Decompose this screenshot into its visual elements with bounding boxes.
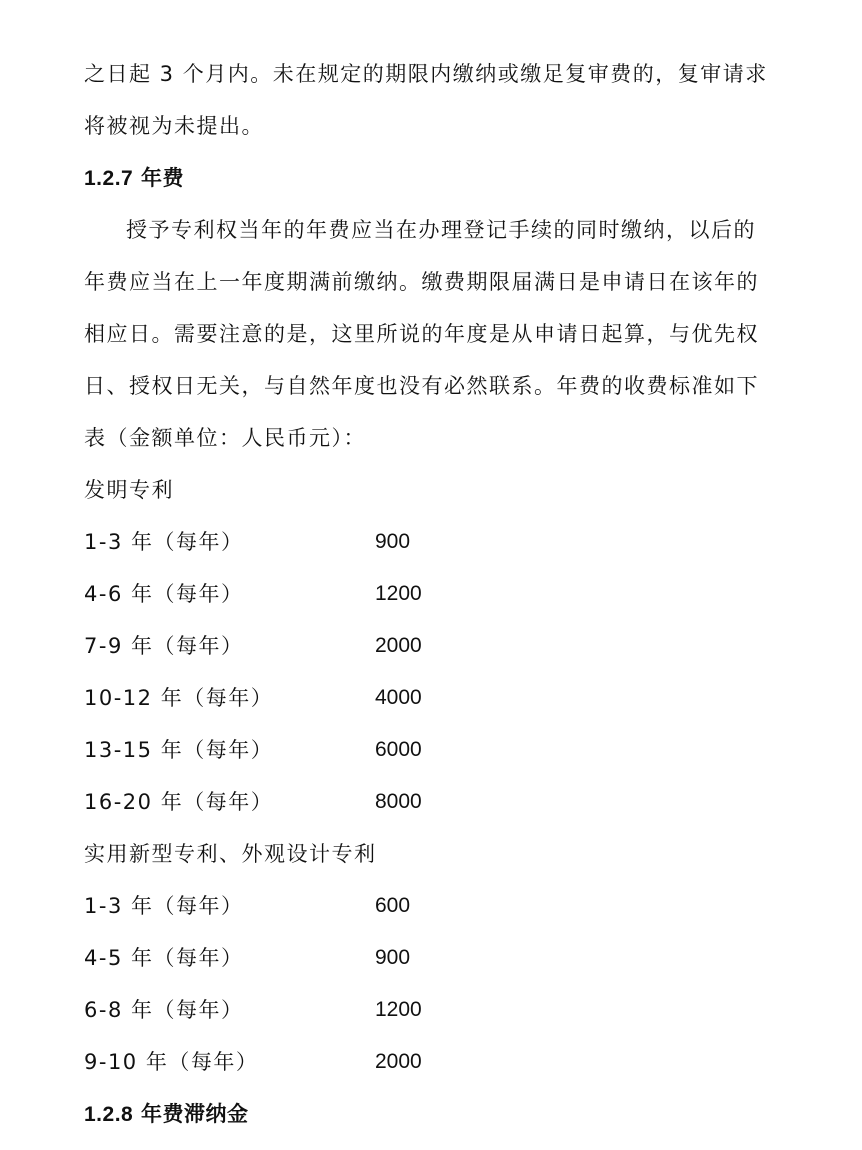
fee-amount: 600 bbox=[375, 894, 411, 917]
fee-amount: 900 bbox=[375, 946, 411, 969]
fee-amount: 4000 bbox=[375, 686, 422, 709]
document-page bbox=[84, 48, 768, 1140]
paragraph-line: 年费应当在上一年度期满前缴纳。缴费期限届满日是申请日在该年的 bbox=[84, 270, 759, 294]
fee-period: 7-9 年（每年） bbox=[84, 634, 244, 658]
paragraph-line: 日、授权日无关，与自然年度也没有必然联系。年费的收费标准如下 bbox=[84, 374, 759, 398]
fee-period: 16-20 年（每年） bbox=[84, 790, 274, 814]
paragraph-line: 将被视为未提出。 bbox=[84, 114, 264, 138]
fee-row bbox=[84, 776, 749, 828]
fee-amount: 2000 bbox=[375, 1050, 422, 1073]
fee-amount: 900 bbox=[375, 530, 411, 553]
fee-category-label: 发明专利 bbox=[84, 478, 174, 502]
fee-period: 1-3 年（每年） bbox=[84, 894, 244, 918]
fee-row bbox=[84, 880, 749, 932]
fee-period: 4-6 年（每年） bbox=[84, 582, 244, 606]
fee-category-label: 实用新型专利、外观设计专利 bbox=[84, 842, 377, 866]
section-title: 年费滞纳金 bbox=[141, 1102, 249, 1126]
fee-amount: 6000 bbox=[375, 738, 422, 761]
paragraph-line: 表（金额单位：人民币元）： bbox=[84, 426, 366, 450]
section-heading-1-2-7 bbox=[84, 152, 749, 204]
section-number: 1.2.8 bbox=[84, 1103, 134, 1126]
fee-row bbox=[84, 672, 749, 724]
fee-period: 9-10 年（每年） bbox=[84, 1050, 259, 1074]
paragraph-line: 相应日。需要注意的是，这里所说的年度是从申请日起算，与优先权 bbox=[84, 322, 759, 346]
paragraph-line: 之日起 3 个月内。未在规定的期限内缴纳或缴足复审费的，复审请求 bbox=[84, 62, 768, 86]
section-number: 1.2.7 bbox=[84, 167, 134, 190]
fee-period: 4-5 年（每年） bbox=[84, 946, 244, 970]
section-heading-1-2-8 bbox=[84, 1088, 749, 1140]
fee-row bbox=[84, 932, 749, 984]
fee-row bbox=[84, 516, 749, 568]
fee-row bbox=[84, 724, 749, 776]
fee-amount: 1200 bbox=[375, 998, 422, 1021]
fee-period: 10-12 年（每年） bbox=[84, 686, 274, 710]
fee-amount: 1200 bbox=[375, 582, 422, 605]
section-title: 年费 bbox=[141, 166, 185, 190]
fee-row bbox=[84, 1036, 749, 1088]
fee-row bbox=[84, 568, 749, 620]
fee-row bbox=[84, 620, 749, 672]
fee-period: 6-8 年（每年） bbox=[84, 998, 244, 1022]
fee-period: 13-15 年（每年） bbox=[84, 738, 274, 762]
fee-amount: 2000 bbox=[375, 634, 422, 657]
fee-row bbox=[84, 984, 749, 1036]
paragraph-line: 授予专利权当年的年费应当在办理登记手续的同时缴纳，以后的 bbox=[126, 218, 756, 242]
fee-amount: 8000 bbox=[375, 790, 422, 813]
fee-period: 1-3 年（每年） bbox=[84, 530, 244, 554]
